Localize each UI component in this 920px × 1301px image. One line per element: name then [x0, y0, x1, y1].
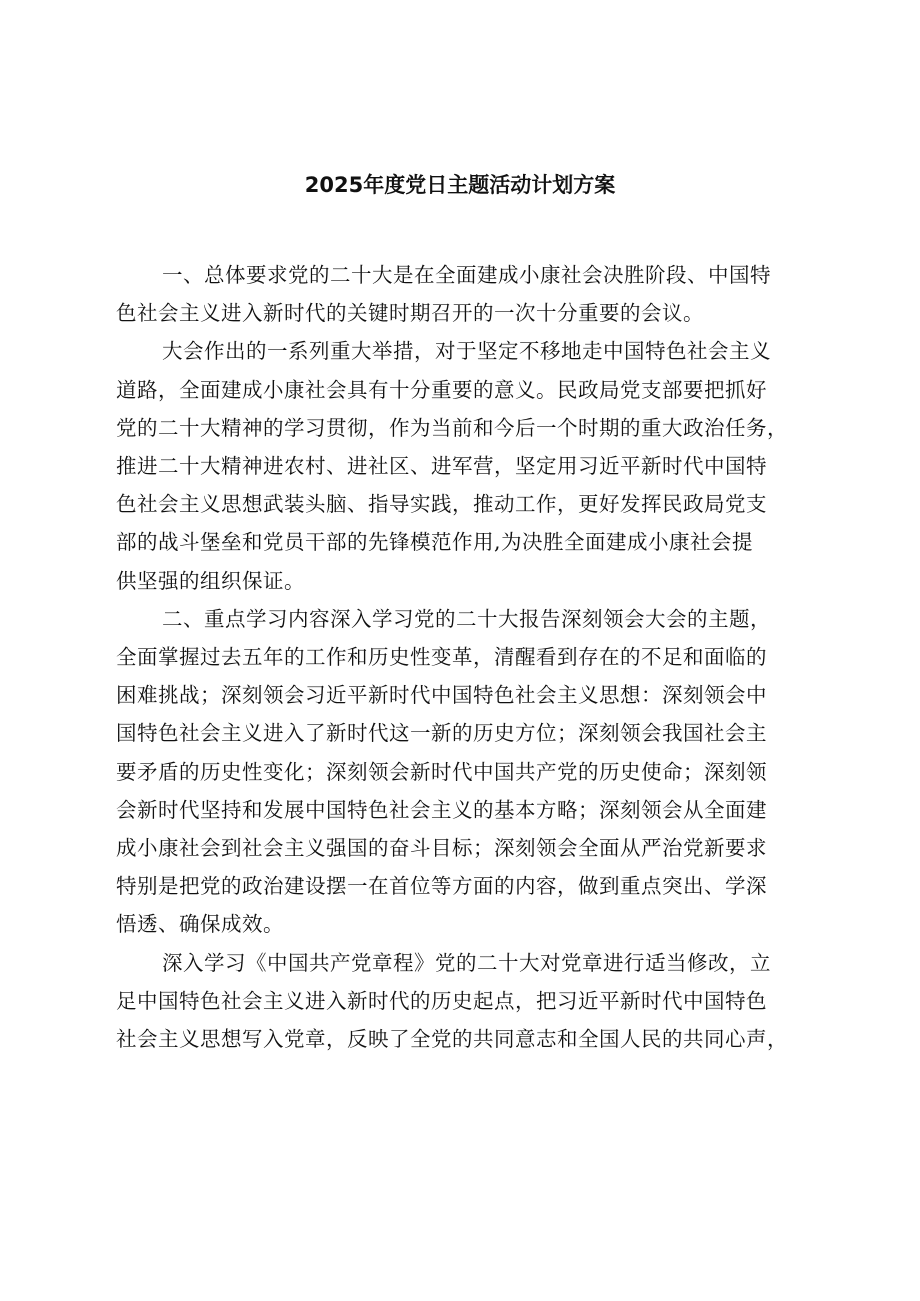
document-body [116, 256, 836, 1058]
text-line: 成小康社会到社会主义强国的奋斗目标；深刻领会全面从严治党新要求 [116, 836, 767, 861]
paragraph-congress-significance [116, 332, 836, 599]
text-line: 足中国特色社会主义进入新时代的历史起点，把习近平新时代中国特色 [116, 988, 767, 1013]
text-line: 色社会主义思想武装头脑、指导实践，推动工作，更好发挥民政局党支 [116, 492, 767, 517]
text-line: 一、总体要求党的二十大是在全面建成小康社会决胜阶段、中国特 [162, 263, 771, 287]
text-line: 要矛盾的历史性变化；深刻领会新时代中国共产党的历史使命；深刻领 [116, 759, 767, 784]
paragraph-party-constitution [116, 944, 836, 1059]
text-line: 深入学习《中国共产党章程》党的二十大对党章进行适当修改，立 [162, 950, 771, 975]
text-line: 国特色社会主义进入了新时代这一新的历史方位；深刻领会我国社会主 [116, 721, 767, 746]
text-line: 会新时代坚持和发展中国特色社会主义的基本方略；深刻领会从全面建 [116, 797, 767, 822]
text-line: 推进二十大精神进农村、进社区、进军营，坚定用习近平新时代中国特 [116, 454, 767, 479]
text-line: 二、重点学习内容深入学习党的二十大报告深刻领会大会的主题， [162, 606, 771, 631]
text-line: 悟透、确保成效。 [116, 912, 284, 937]
text-line: 道路，全面建成小康社会具有十分重要的意义。民政局党支部要把抓好 [116, 377, 767, 402]
text-line: 困难挑战；深刻领会习近平新时代中国特色社会主义思想：深刻领会中 [116, 683, 767, 708]
text-line: 社会主义思想写入党章，反映了全党的共同意志和全国人民的共同心声， [116, 1027, 788, 1052]
text-line: 部的战斗堡垒和党员干部的先锋模范作用,为决胜全面建成小康社会提 [116, 530, 754, 555]
text-line: 党的二十大精神的学习贯彻，作为当前和今后一个时期的重大政治任务， [116, 415, 788, 440]
text-line: 色社会主义进入新时代的关键时期召开的一次十分重要的会议。 [116, 301, 704, 326]
paragraph-key-study-content [116, 600, 836, 944]
text-line: 供坚强的组织保证。 [116, 568, 305, 593]
text-line: 全面掌握过去五年的工作和历史性变革，清醒看到存在的不足和面临的 [116, 645, 767, 670]
document-title: 2025年度党日主题活动计划方案 [304, 173, 616, 197]
paragraph-general-requirements [116, 256, 836, 332]
text-line: 大会作出的一系列重大举措，对于坚定不移地走中国特色社会主义 [162, 339, 771, 364]
text-line: 特别是把党的政治建设摆一在首位等方面的内容，做到重点突出、学深 [116, 874, 767, 899]
